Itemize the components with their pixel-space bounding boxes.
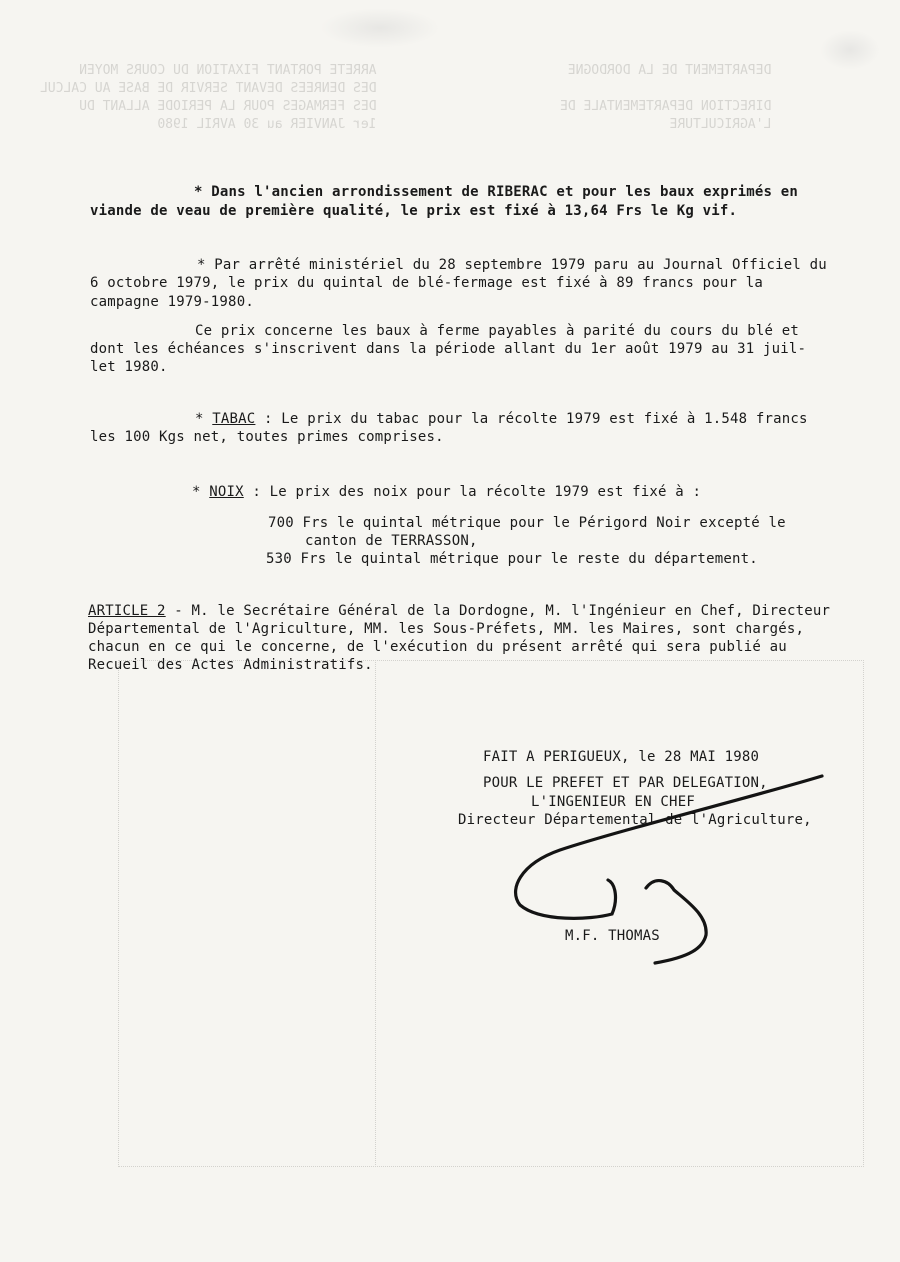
signature-stroke xyxy=(646,881,706,963)
show-through-text: ARRETE PORTANT FIXATION DU COURS MOYEN DES DENREES DEVANT SERVIR DE BASE AU CALCUL DES FERMAGES POUR LA PERIODE ALLANT DU 1er JANVIER au 30 AVRIL 1980 xyxy=(40,63,377,132)
article2-label: ARTICLE 2 xyxy=(88,603,166,619)
noix-text: : Le prix des noix pour la récolte 1979 est fixé à : xyxy=(243,484,702,500)
arrete-line-3: campagne 1979-1980. xyxy=(90,294,254,310)
noix-line-4: 530 Frs le quintal métrique pour le reste du département. xyxy=(266,551,758,567)
article2-line-3: chacun en ce qui le concerne, de l'exécution du présent arrêté qui sera publié au xyxy=(88,639,787,655)
article2-line-2: Départemental de l'Agriculture, MM. les Sous-Préfets, MM. les Maires, sont chargés, xyxy=(88,621,805,637)
riberac-line-2: viande de veau de première qualité, le prix est fixé à 13,64 Frs le Kg vif. xyxy=(90,203,738,219)
signature-role: L'INGENIEUR EN CHEF xyxy=(531,794,695,810)
article2-line-4: Recueil des Actes Administratifs. xyxy=(88,657,373,673)
show-through-header: DEPARTEMENT DE LA DORDOGNE DIRECTION DEPARTEMENTALE DE L'AGRICULTURE xyxy=(560,63,772,132)
riberac-line-1: * Dans l'ancien arrondissement de RIBERAC et pour les baux exprimés en xyxy=(194,184,799,200)
noix-line-2: 700 Frs le quintal métrique pour le Périgord Noir excepté le xyxy=(268,515,786,531)
article2-text: - M. le Secrétaire Général de la Dordogne, M. l'Ingénieur en Chef, Directeur xyxy=(165,603,831,619)
noix-line-1: * NOIX : Le prix des noix pour la récolte 1979 est fixé à : xyxy=(192,484,702,500)
tabac-line-1: * TABAC : Le prix du tabac pour la récolte 1979 est fixé à 1.548 francs xyxy=(195,411,808,427)
signature-title: Directeur Départemental de l'Agriculture, xyxy=(458,812,812,828)
noix-line-3: canton de TERRASSON, xyxy=(305,533,478,549)
tabac-label: TABAC xyxy=(212,411,256,427)
signature-delegation: POUR LE PREFET ET PAR DELEGATION, xyxy=(483,775,768,791)
arrete-line-1: * Par arrêté ministériel du 28 septembre 1979 paru au Journal Officiel du xyxy=(197,257,827,273)
arrete-line-2: 6 octobre 1979, le prix du quintal de blé-fermage est fixé à 89 francs pour la xyxy=(90,275,764,291)
signature-name: M.F. THOMAS xyxy=(565,928,660,944)
prix-line-3: let 1980. xyxy=(90,359,168,375)
prix-line-2: dont les échéances s'inscrivent dans la période allant du 1er août 1979 au 31 juil- xyxy=(90,341,807,357)
signature-place-date: FAIT A PERIGUEUX, le 28 MAI 1980 xyxy=(483,749,760,765)
tabac-line-2: les 100 Kgs net, toutes primes comprises. xyxy=(90,429,444,445)
tabac-text: : Le prix du tabac pour la récolte 1979 est fixé à 1.548 francs xyxy=(255,411,808,427)
prix-line-1: Ce prix concerne les baux à ferme payables à parité du cours du blé et xyxy=(195,323,800,339)
noix-label: NOIX xyxy=(209,484,244,500)
signature-stroke xyxy=(516,776,822,918)
